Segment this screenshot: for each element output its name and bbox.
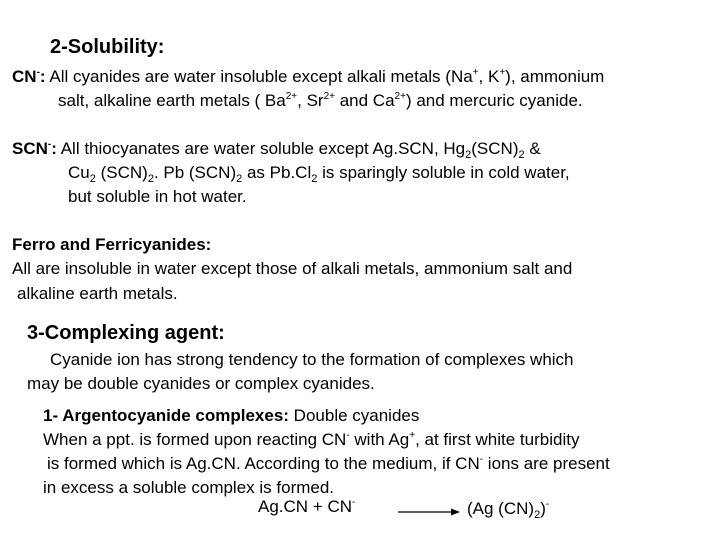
cn-line-1 <box>12 67 604 87</box>
equation-rhs <box>467 499 549 519</box>
cn-text-2c: and Ca <box>334 91 395 110</box>
cn-text-2b: , Sr <box>297 91 324 110</box>
ba-charge: 2+ <box>285 91 298 102</box>
complex-line-1: Cyanide ion has strong tendency to the formation of complexes which <box>50 350 574 369</box>
cn-charge-2: - <box>479 454 484 465</box>
equation-lhs <box>258 497 355 517</box>
scn-text-1c: & <box>524 139 541 158</box>
scn-text-2d: as Pb.Cl <box>242 163 312 182</box>
scn-text-2e: is sparingly soluble in cold water, <box>317 163 570 182</box>
scn-text-1b: (SCN) <box>471 139 519 158</box>
scn-text-1a: All thiocyanates are water soluble except Ag.SCN, Hg <box>56 139 466 158</box>
equation-rhs-sub: 2 <box>534 509 541 521</box>
equation-lhs-text: Ag.CN + CN <box>258 497 352 516</box>
scn-text-2b: (SCN) <box>95 163 148 182</box>
cn-text-2a: salt, alkaline earth metals ( Ba <box>58 91 286 110</box>
scn-line-1 <box>12 139 541 159</box>
equation-rhs-text-b: ) <box>540 499 546 518</box>
argento-line-2 <box>43 430 579 450</box>
cn-charge-1: - <box>346 430 350 441</box>
scn-sub-5: 2 <box>236 173 243 185</box>
scn-label <box>12 139 57 158</box>
cn-label-text: CN <box>12 67 37 86</box>
cn-label <box>12 67 46 86</box>
argento-text-2a: When a ppt. is formed upon reacting CN <box>43 430 347 449</box>
k-charge: + <box>499 67 506 78</box>
scn-sub-6: 2 <box>311 173 318 185</box>
complex-line-2: may be double cyanides or complex cyanides. <box>27 374 375 393</box>
ferro-line-1: All are insoluble in water except those of alkali metals, ammonium salt and <box>12 259 573 278</box>
scn-text-2a: Cu <box>68 163 90 182</box>
scn-line-2 <box>68 163 570 183</box>
argento-heading-rest: Double cyanides <box>288 406 420 425</box>
cn-text-2d: ) and mercuric cyanide. <box>405 91 583 110</box>
scn-line-3: but soluble in hot water. <box>68 187 247 206</box>
cn-label-colon: : <box>39 67 46 86</box>
scn-sub-3: 2 <box>89 173 96 185</box>
scn-sub-2: 2 <box>518 149 525 161</box>
ag-charge: + <box>409 430 416 441</box>
argento-line-3 <box>47 454 610 474</box>
equation-lhs-charge: - <box>352 497 356 508</box>
argento-text-2b: with Ag <box>349 430 410 449</box>
argento-heading: 1- Argentocyanide complexes: <box>43 406 289 425</box>
na-charge: + <box>472 67 479 78</box>
scn-sub-1: 2 <box>465 149 472 161</box>
argento-line-1 <box>43 406 419 426</box>
scn-label-colon: : <box>51 139 57 158</box>
equation-rhs-charge: - <box>545 499 550 510</box>
cn-text-1: All cyanides are water insoluble except alkali metals (Na <box>45 67 473 86</box>
section-3-title: 3-Complexing agent: <box>27 322 225 344</box>
ferro-heading: Ferro and Ferricyanides: <box>12 235 212 254</box>
reaction-arrow-icon <box>398 507 460 517</box>
scn-sub-4: 2 <box>147 173 154 185</box>
equation-rhs-text-a: (Ag (CN) <box>467 499 535 518</box>
cn-line-2 <box>58 91 583 111</box>
scn-label-text: SCN <box>12 139 48 158</box>
argento-text-3b: ions are present <box>483 454 610 473</box>
cn-text-1-mid: , K <box>478 67 500 86</box>
scn-text-2c: . Pb (SCN) <box>153 163 237 182</box>
argento-line-4: in excess a soluble complex is formed. <box>43 478 335 497</box>
ca-charge: 2+ <box>394 91 406 102</box>
cn-text-1-end: ), ammonium <box>505 67 605 86</box>
sr-charge: 2+ <box>323 91 335 102</box>
argento-text-3a: is formed which is Ag.CN. According to the medium, if CN <box>47 454 480 473</box>
argento-text-2c: , at first white turbidity <box>415 430 580 449</box>
cn-label-sup: - <box>36 67 40 78</box>
ferro-line-2: alkaline earth metals. <box>17 284 178 303</box>
scn-label-sup: - <box>47 139 52 150</box>
section-2-title: 2-Solubility: <box>50 36 165 58</box>
